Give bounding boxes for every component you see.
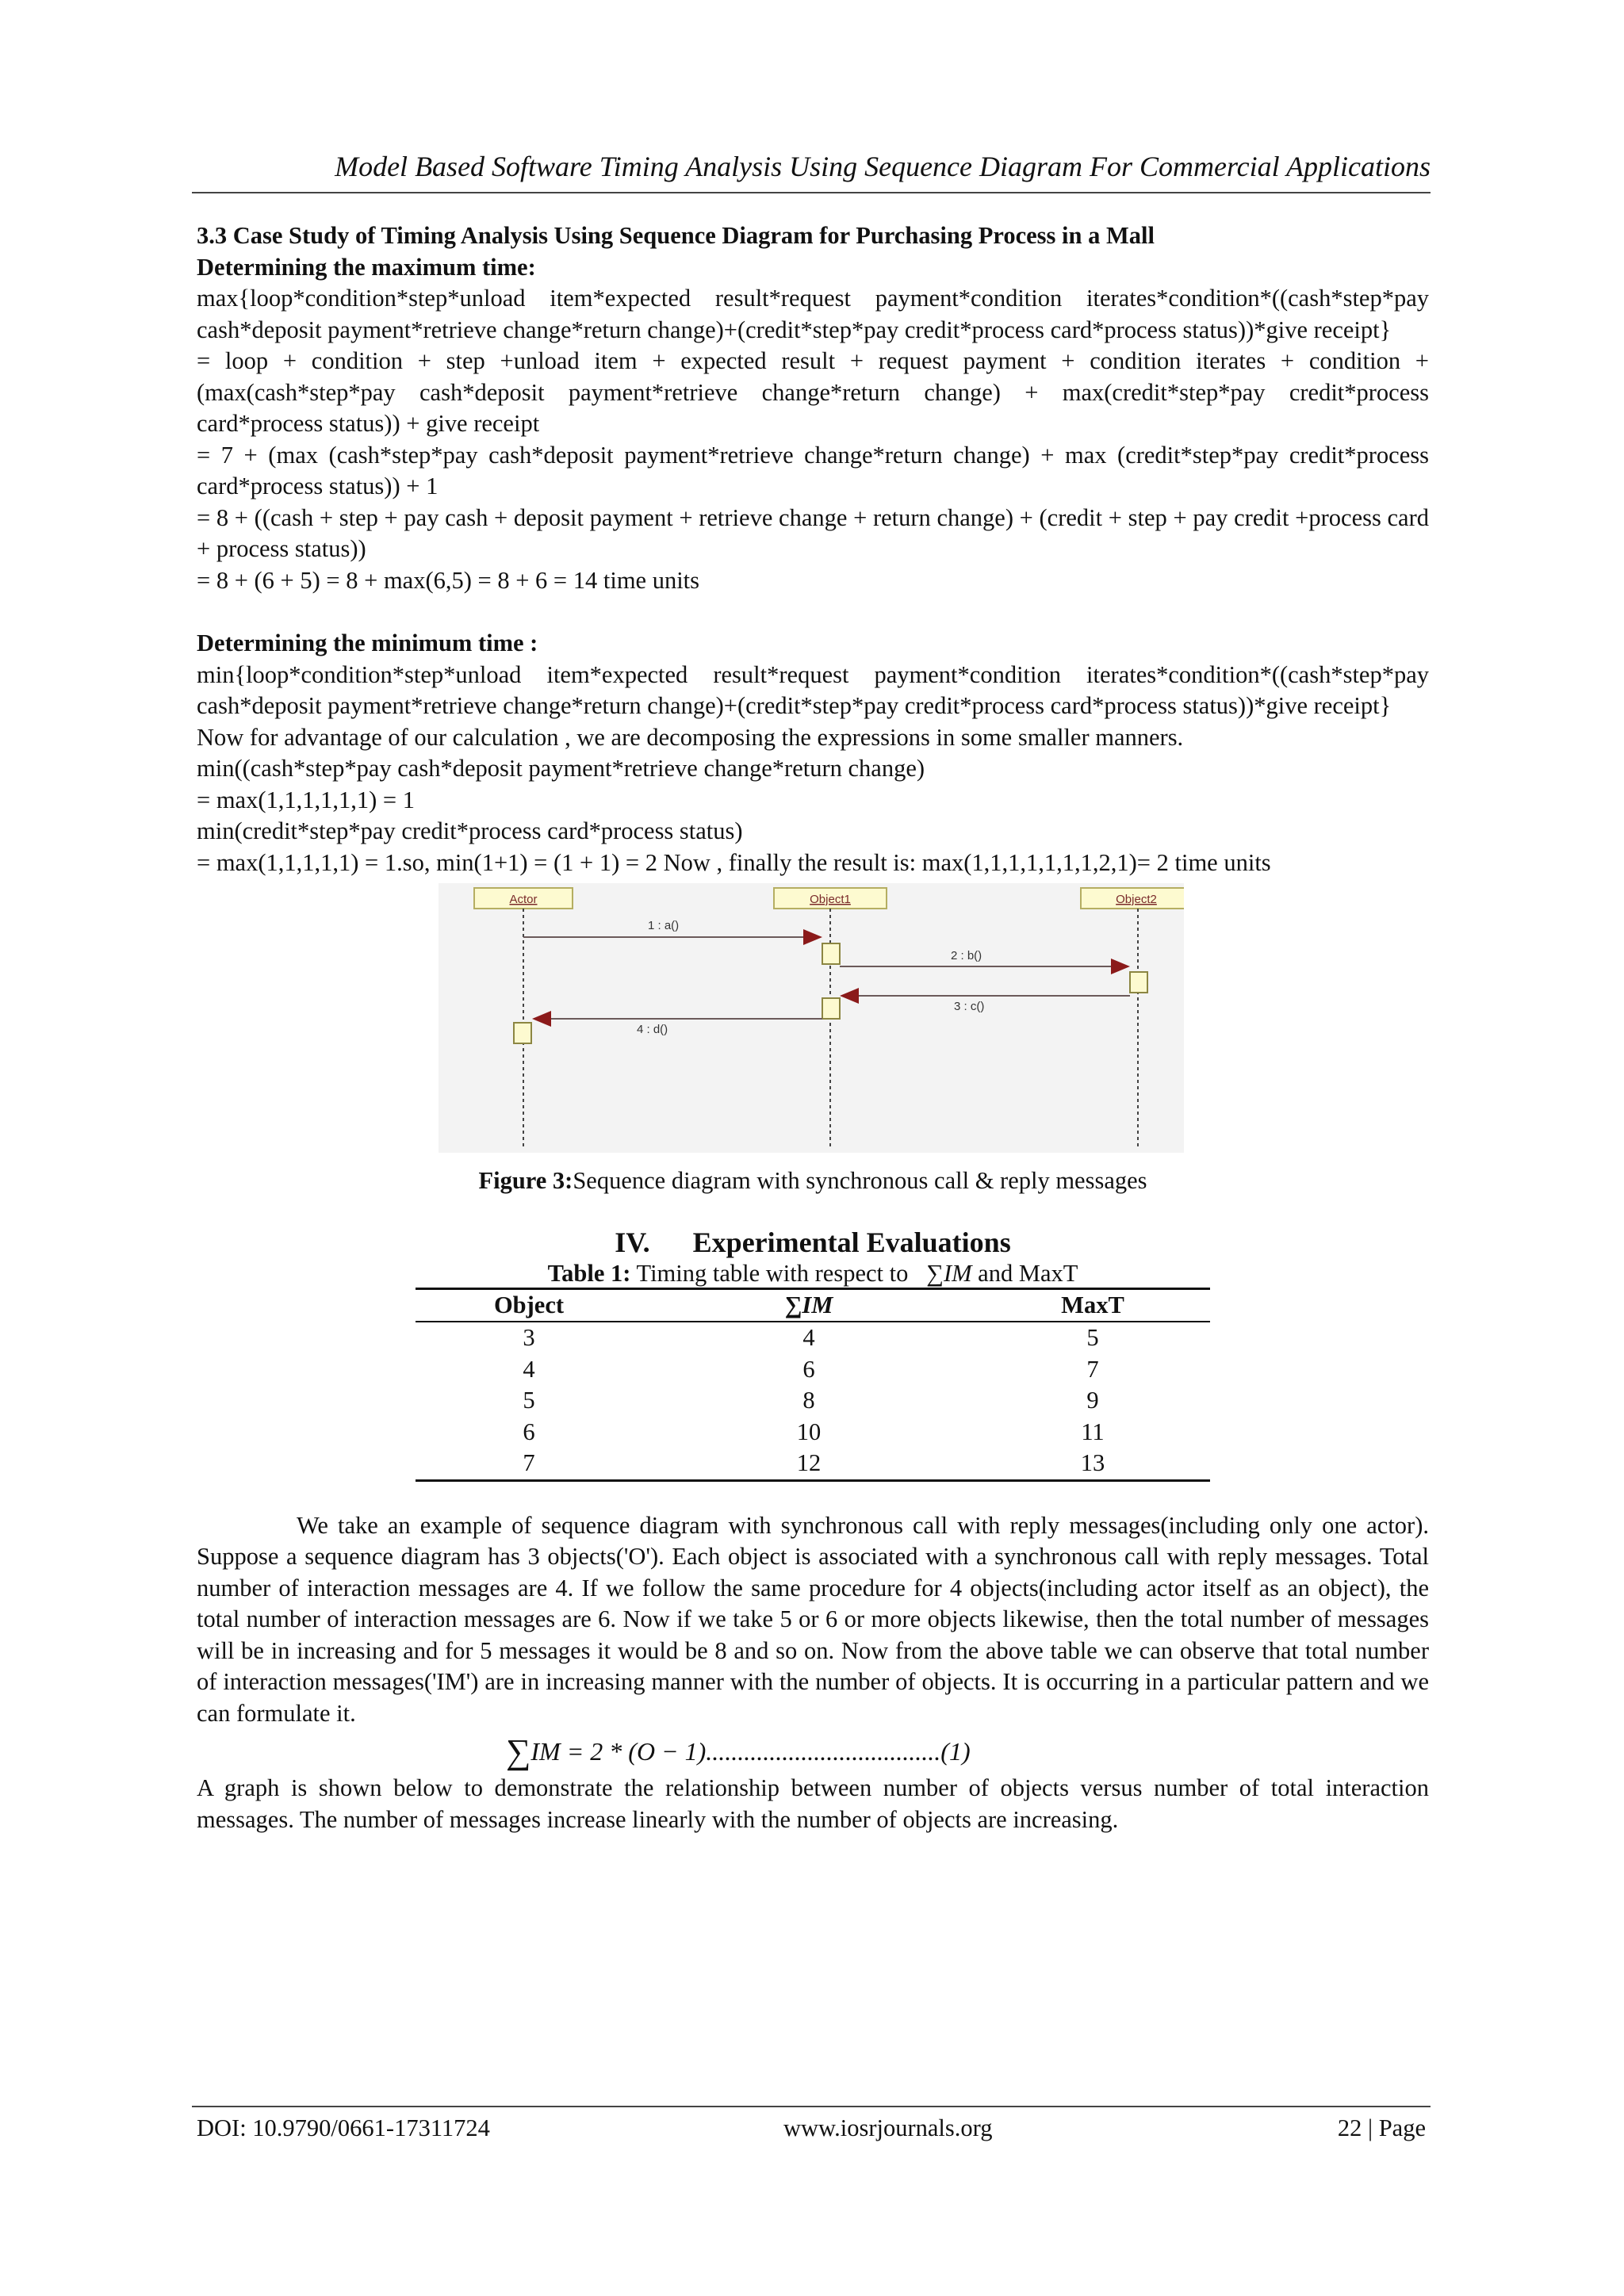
equation-1	[506, 1734, 1429, 1770]
activation-object2	[1130, 972, 1147, 993]
min-line-3: = max(1,1,1,1,1,1) = 1	[197, 786, 415, 813]
min-line-2: min((cash*step*pay cash*deposit payment*retrieve change*return change)	[197, 755, 925, 782]
table-cell: 5	[523, 1387, 535, 1414]
table-1-caption-text: Timing table with respect to	[630, 1259, 927, 1287]
lifeline-object1-label: Object1	[810, 893, 851, 906]
table-cell: 13	[1080, 1449, 1105, 1476]
table-cell: 7	[1086, 1355, 1099, 1383]
table-header-maxt: MaxT	[975, 1288, 1210, 1322]
evaluation-paragraph-1: We take an example of sequence diagram with synchronous call with reply messages(including only one actor). Suppose a sequence diagram has 3 objects('O'). Each object is associated with a synchronous call with reply messages. Total number of interaction messages are 4. If we follow the same procedure for 4 objects(including actor itself as an object), the total number of interaction messages are 6. Now if we take 5 or 6 or more objects likewise, then the total number of messages will be in increasing and for 5 messages it would be 8 and so on. Now from the above table we can observe that total number of interaction messages('IM') are in increasing manner with the number of objects. It is occurring in a particular pattern and we can formulate it.	[197, 1511, 1429, 1727]
evaluation-paragraph-2: A graph is shown below to demonstrate the relationship between number of objects versus number of total interaction messages. The number of messages increase linearly with the number of objects are increasing.	[197, 1774, 1429, 1833]
min-line-1: Now for advantage of our calculation , we are decomposing the expressions in some smaller manners.	[197, 723, 1184, 751]
equation-sigma: ∑	[506, 1732, 531, 1771]
section-4-number: IV.	[615, 1226, 650, 1258]
table-cell: 8	[802, 1387, 815, 1414]
max-time-heading: Determining the maximum time:	[197, 253, 536, 281]
section-4-title: Experimental Evaluations	[692, 1226, 1011, 1258]
table-row	[416, 1385, 1210, 1417]
table-header-row	[416, 1288, 1210, 1322]
footer-doi: DOI: 10.9790/0661-17311724	[197, 2114, 490, 2141]
message-1-label: 1 : a()	[648, 919, 680, 932]
table-row	[416, 1448, 1210, 1480]
table-1-caption-label: Table 1:	[547, 1259, 631, 1287]
page-content	[197, 220, 1429, 1835]
section-4-heading	[197, 1226, 1429, 1259]
min-line-4: min(credit*step*pay credit*process card*process status)	[197, 817, 743, 844]
table-1-caption-tail: and MaxT	[971, 1259, 1078, 1287]
activation-object1-1	[822, 943, 840, 964]
table-row	[416, 1354, 1210, 1386]
activation-actor	[514, 1023, 531, 1043]
table-row	[416, 1417, 1210, 1448]
max-step-3: = 8 + ((cash + step + pay cash + deposit payment + retrieve change + return change) + (credit + step + pay credit +process card + process status))	[197, 503, 1429, 562]
timing-table	[416, 1288, 1210, 1482]
activation-object1-2	[822, 998, 840, 1019]
message-4-label: 4 : d()	[637, 1023, 668, 1036]
table-cell: 5	[1086, 1324, 1099, 1351]
table-cell: 4	[802, 1324, 815, 1351]
running-title: Model Based Software Timing Analysis Using Sequence Diagram For Commercial Applications	[335, 151, 1431, 182]
table-row	[416, 1322, 1210, 1354]
table-cell: 12	[796, 1449, 822, 1476]
equation-body: IM = 2 * (O − 1).....................................(1)	[530, 1737, 971, 1766]
max-expression: max{loop*condition*step*unload item*expected result*request payment*condition iterates*condition*((cash*step*pay cash*deposit payment*retrieve change*return change)+(credit*step*pay credit*process card*process status))*give receipt}	[197, 285, 1429, 343]
figure-3-caption-label: Figure 3:	[478, 1167, 573, 1194]
sequence-diagram	[439, 883, 1184, 1153]
min-expression: min{loop*condition*step*unload item*expected result*request payment*condition iterates*condition*((cash*step*pay cash*deposit payment*retrieve change*return change)+(credit*step*pay credit*process card*process status))*give receipt}	[197, 660, 1429, 719]
lifeline-actor-label: Actor	[509, 893, 538, 906]
table-cell: 7	[523, 1449, 535, 1476]
table-cell: 6	[802, 1355, 815, 1383]
table-1-caption	[197, 1259, 1429, 1288]
table-cell: 3	[523, 1324, 535, 1351]
header-rule	[192, 192, 1431, 193]
message-2-label: 2 : b()	[951, 949, 982, 962]
section-3-3-heading: 3.3 Case Study of Timing Analysis Using Sequence Diagram for Purchasing Process in a Mall	[197, 222, 1155, 249]
table-cell: 10	[796, 1418, 822, 1445]
table-cell: 6	[523, 1418, 535, 1445]
lifeline-object2-label: Object2	[1116, 893, 1157, 906]
figure-3-caption	[197, 1165, 1429, 1197]
footer-website: www.iosrjournals.org	[783, 2114, 993, 2141]
table-cell: 4	[523, 1355, 535, 1383]
figure-3-caption-text: Sequence diagram with synchronous call & reply messages	[573, 1167, 1147, 1194]
table-header-object: Object	[416, 1288, 642, 1322]
table-cell: 9	[1086, 1387, 1099, 1414]
spacer	[197, 596, 1429, 628]
footer-rule	[192, 2106, 1431, 2107]
max-step-1: = loop + condition + step +unload item + expected result + request payment + condition iterates + condition + (max(cash*step*pay cash*deposit payment*retrieve change*return change) + max(credit*step*pay credit*process card*process status)) + give receipt	[197, 347, 1429, 437]
figure-3	[197, 883, 1429, 1197]
max-step-4: = 8 + (6 + 5) = 8 + max(6,5) = 8 + 6 = 14 time units	[197, 566, 700, 594]
message-3-label: 3 : c()	[954, 1000, 985, 1013]
table-header-sum-im: ∑IM	[642, 1288, 975, 1322]
table-cell: 11	[1081, 1418, 1105, 1445]
table-1-caption-symbol: ∑IM	[926, 1259, 972, 1287]
min-line-5: = max(1,1,1,1,1) = 1.so, min(1+1) = (1 + 1) = 2 Now , finally the result is: max(1,1,1,1,1,1,1,2,1)= 2 time units	[197, 848, 1271, 876]
min-time-heading: Determining the minimum time :	[197, 629, 538, 656]
max-step-2: = 7 + (max (cash*step*pay cash*deposit payment*retrieve change*return change) + max (credit*step*pay credit*process card*process status)) + 1	[197, 441, 1429, 499]
footer-page-number: 22 | Page	[1337, 2114, 1426, 2141]
